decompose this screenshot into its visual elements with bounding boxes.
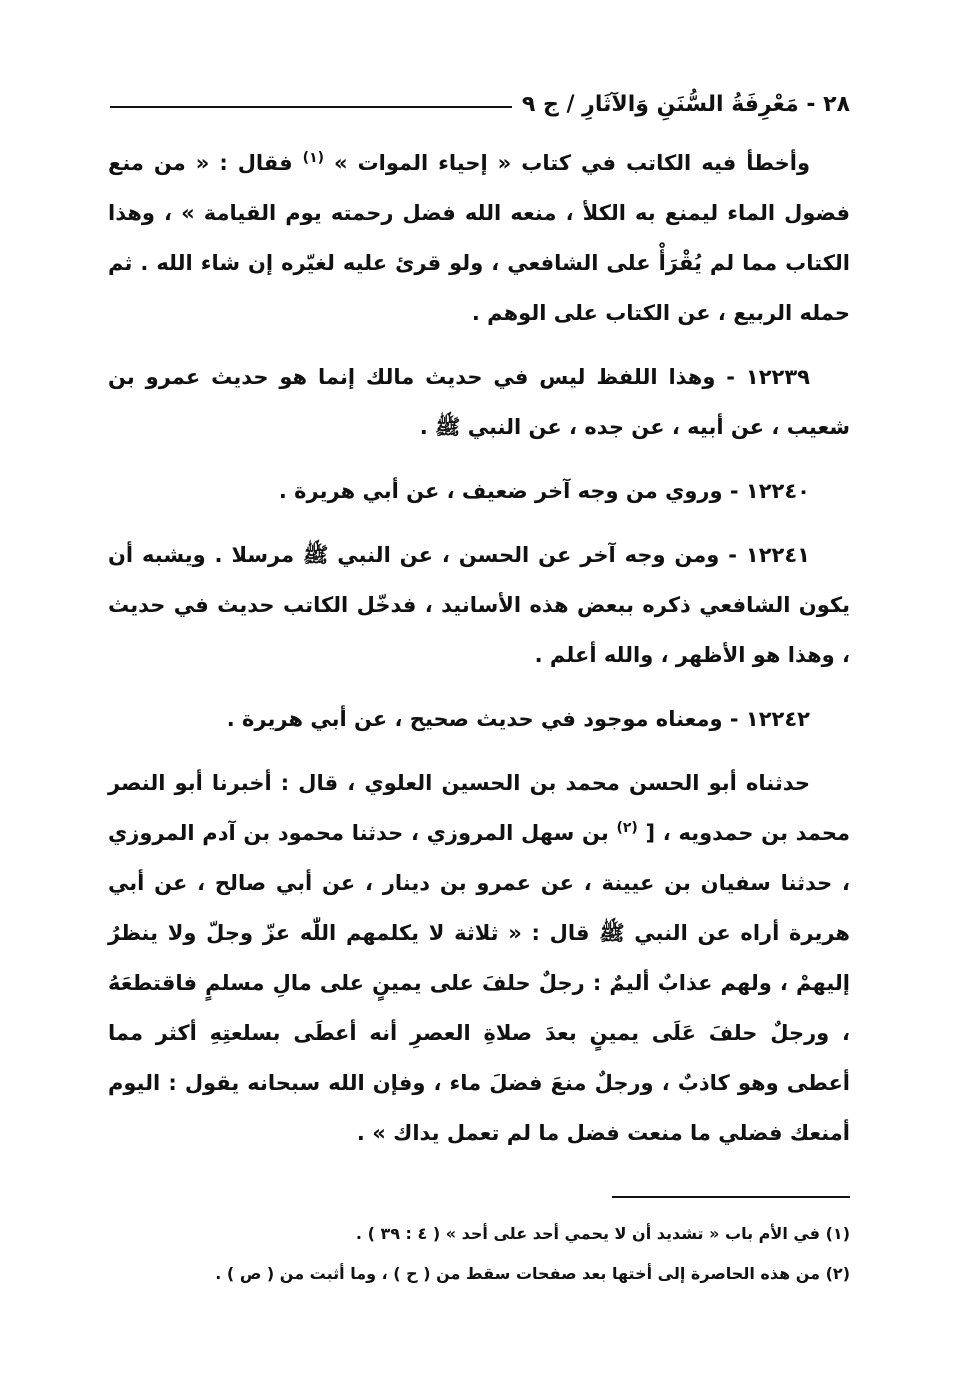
footnote-2: (٢) من هذه الحاصرة إلى أختها بعد صفحات سقط من ( ح ) ، وما أثبت من ( ص ) .: [215, 1264, 850, 1283]
numbered-paragraph-12242: ١٢٢٤٢ - ومعناه موجود في حديث صحيح ، عن أبي هريرة .: [226, 707, 810, 731]
paragraph: وأخطأ فيه الكاتب في كتاب « إحياء الموات » $^{(١)}$ فقال : « من منع فضول الماء ليمنع به الكلأ ، منعه الله فضل رحمته يوم القيامة » ، وهذا الكتاب مما لم يُقْرَأْ على الشافعي ، ولو قرئ عليه لغيّره إن شاء الله . ثم حمله الربيع ، عن الكتاب على الوهم .: [108, 150, 850, 325]
footnote-1: (١) في الأم باب « تشديد أن لا يحمي أحد على أحد » ( ٤ : ٣٩ ) .: [355, 1224, 850, 1243]
footnote-ref-1: (١): [302, 150, 325, 166]
header-rule: [110, 106, 512, 108]
running-header: [110, 84, 850, 124]
main-text: [108, 138, 850, 1172]
page-header-title: ٢٨ - مَعْرِفَةُ السُّنَنِ وَالآثَارِ / ج ٩: [521, 91, 850, 117]
numbered-paragraph-12239: ١٢٢٣٩ - وهذا اللفظ ليس في حديث مالك إنما هو حديث عمرو بن شعيب ، عن أبيه ، عن جده ، عن النبي ﷺ .: [108, 365, 850, 439]
footnote-ref-2: (٢): [616, 820, 638, 836]
hadith-paragraph: حدثناه أبو الحسن محمد بن الحسين العلوي ، قال : أخبرنا أبو النصر محمد بن حمدويه ، [ $^{(٢)}$ بن سهل المروزي ، حدثنا محمود بن آدم المروزي ، حدثنا سفيان بن عيينة ، عن عمرو بن دينار ، عن أبي صالح ، عن أبي هريرة أراه عن النبي ﷺ قال : « ثلاثة لا يكلمهم اللّٰه عزّ وجلّ ولا ينظرُ إليهمْ ، ولهم عذابٌ أليمٌ : رجلٌ حلفَ على يمينٍ على مالِ مسلمٍ فاقتطعَهُ ، ورجلٌ حلفَ عَلَى يمينٍ بعدَ صلاةِ العصرِ أنه أعطَى بسلعتِهِ أكثر مما أعطى وهو كاذبٌ ، ورجلٌ منعَ فضلَ ماء ، وفإن الله سبحانه يقول : اليوم أمنعك فضلي ما منعت فضل ما لم تعمل يداك » .: [108, 771, 850, 1145]
numbered-paragraph-12241: ١٢٢٤١ - ومن وجه آخر عن الحسن ، عن النبي ﷺ مرسلا . ويشبه أن يكون الشافعي ذكره ببعض هذه الأسانيد ، فدخّل الكاتب حديث في حديث ، وهذا هو الأظهر ، والله أعلم .: [108, 543, 850, 667]
footnotes: [108, 1214, 850, 1294]
footnote-separator: [612, 1196, 850, 1198]
numbered-paragraph-12240: ١٢٢٤٠ - وروي من وجه آخر ضعيف ، عن أبي هريرة .: [278, 479, 810, 503]
